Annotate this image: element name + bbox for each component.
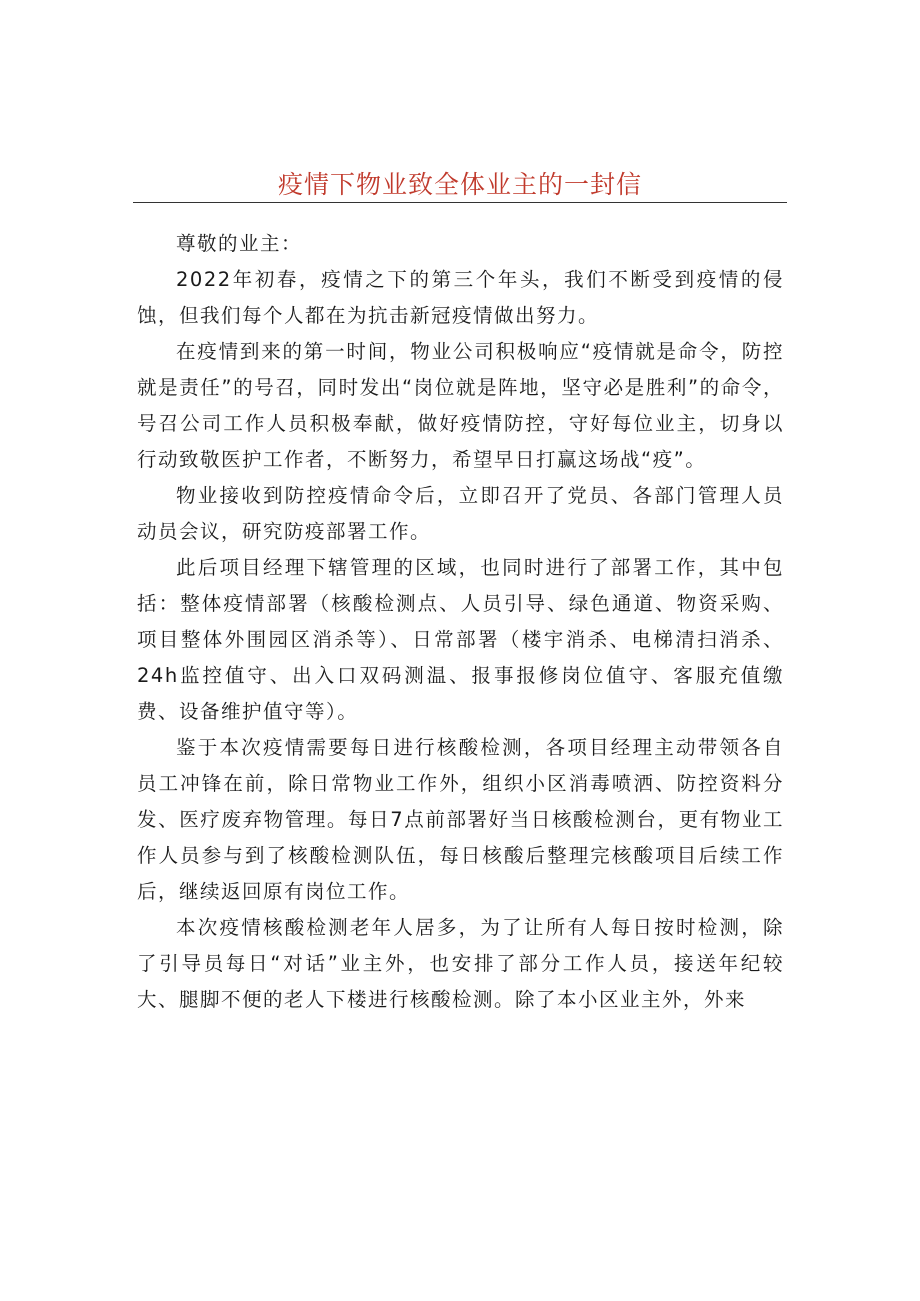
paragraph-2: 在疫情到来的第一时间，物业公司积极响应“疫情就是命令，防控就是责任”的号召，同时发出“岗位就是阵地，坚守必是胜利”的命令，号召公司工作人员积极奉献，做好疫情防控，守好每位业主，切身以行动致敬医护工作者，不断努力，希望早日打赢这场战“疫”。 — [137, 340, 784, 471]
paragraph-3: 物业接收到防控疫情命令后，立即召开了党员、各部门管理人员动员会议，研究防疫部署工作。 — [137, 484, 784, 543]
paragraph-4: 此后项目经理下辖管理的区域，也同时进行了部署工作，其中包括：整体疫情部署（核酸检测点、人员引导、绿色通道、物资采购、项目整体外围园区消杀等）、日常部署（楼宇消杀、电梯清扫消杀、24h监控值守、出入口双码测温、报事报修岗位值守、客服充值缴费、设备维护值守等）。 — [137, 556, 784, 723]
paragraph-6: 本次疫情核酸检测老年人居多，为了让所有人每日按时检测，除了引导员每日“对话”业主外，也安排了部分工作人员，接送年纪较大、腿脚不便的老人下楼进行核酸检测。除了本小区业主外，外来 — [137, 916, 784, 1011]
paragraph-1: 2022年初春，疫情之下的第三个年头，我们不断受到疫情的侵蚀，但我们每个人都在为抗击新冠疫情做出努力。 — [137, 268, 784, 327]
paragraph-5: 鉴于本次疫情需要每日进行核酸检测，各项目经理主动带领各自员工冲锋在前，除日常物业工作外，组织小区消毒喷洒、防控资料分发、医疗废弃物管理。每日7点前部署好当日核酸检测台，更有物业工作人员参与到了核酸检测队伍，每日核酸后整理完核酸项目后续工作后，继续返回原有岗位工作。 — [137, 736, 784, 903]
salutation: 尊敬的业主： — [176, 232, 303, 255]
letter-body — [137, 226, 784, 1018]
document-title: 疫情下物业致全体业主的一封信 — [277, 170, 642, 199]
title-divider — [133, 202, 787, 203]
